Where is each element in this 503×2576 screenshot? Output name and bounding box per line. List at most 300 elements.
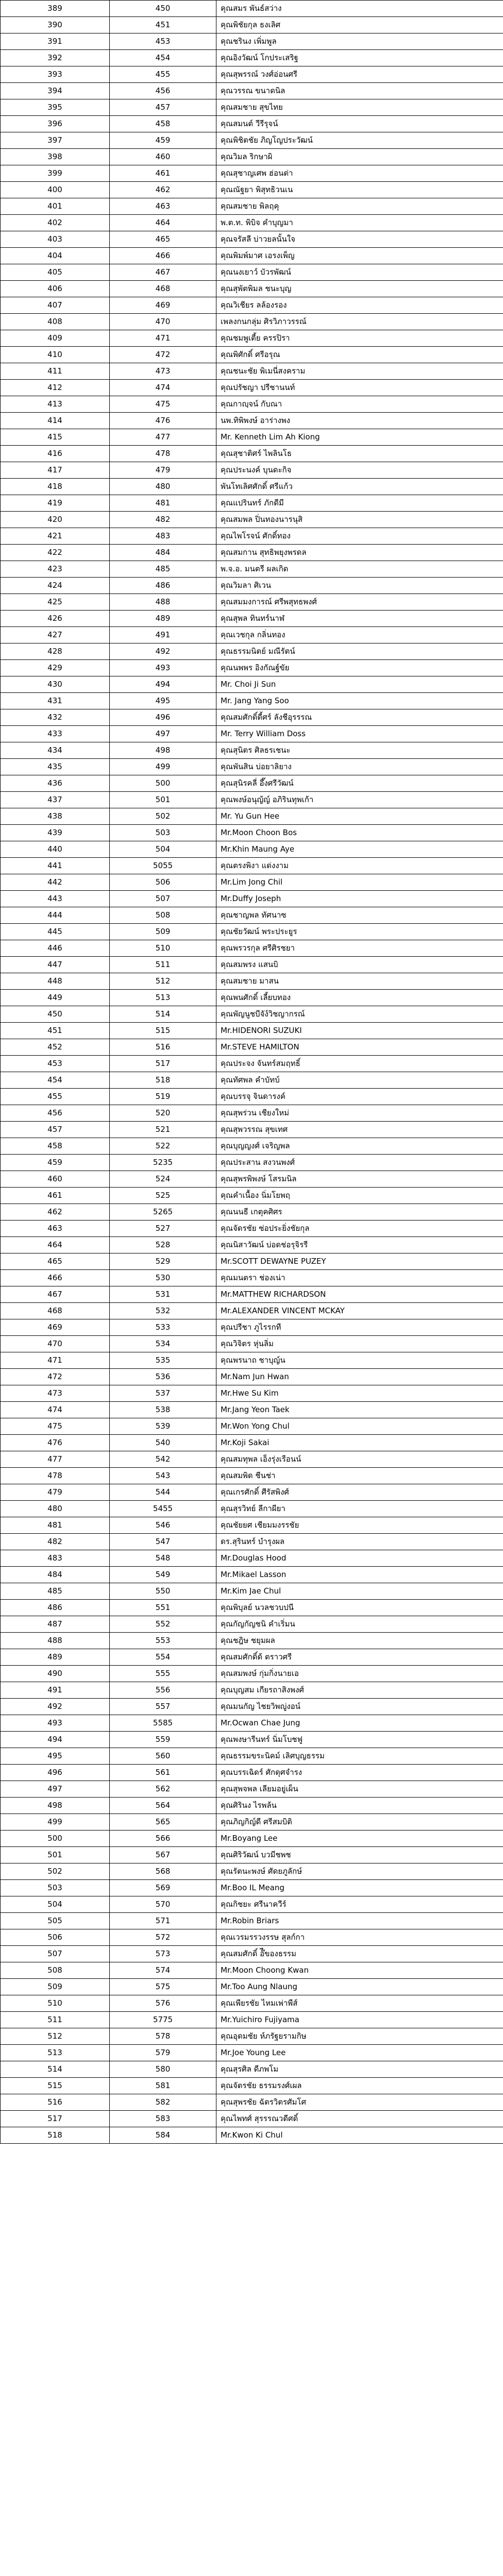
member-code-cell: 488 (110, 594, 216, 611)
row-sequence-cell: 499 (1, 1814, 110, 1831)
row-sequence-cell: 432 (1, 709, 110, 726)
table-row (1, 1929, 503, 1946)
member-code-cell: 519 (110, 1089, 216, 1105)
table-row (1, 1962, 503, 1979)
member-name-cell: คุณมนตรา ช่องเน่า (216, 1270, 503, 1286)
member-name-cell: คุณศิริวัฒน์ บวมีชพช (216, 1847, 503, 1863)
member-name-cell: คุณจัดรชัย ซ่อประยิ่งชัยกุล (216, 1221, 503, 1237)
member-code-cell: 559 (110, 1732, 216, 1748)
table-row (1, 858, 503, 874)
table-row (1, 808, 503, 825)
table-row (1, 1649, 503, 1666)
member-name-cell: คุณทัศพล คำบัทบ์ (216, 1072, 503, 1089)
row-sequence-cell: 474 (1, 1402, 110, 1418)
member-name-cell: Mr.Too Aung Nlaung (216, 1979, 503, 1995)
row-sequence-cell: 390 (1, 17, 110, 33)
row-sequence-cell: 492 (1, 1699, 110, 1715)
member-code-cell: 574 (110, 1962, 216, 1979)
row-sequence-cell: 433 (1, 726, 110, 742)
member-name-cell: คุณตรงพิงา แด่งงาม (216, 858, 503, 874)
table-row (1, 1732, 503, 1748)
member-code-cell: 554 (110, 1649, 216, 1666)
member-name-cell: Mr.Koji Sakai (216, 1435, 503, 1451)
member-code-cell: 451 (110, 17, 216, 33)
member-name-cell: คุณสมชาย สุขไทย (216, 99, 503, 116)
table-row (1, 1995, 503, 2012)
member-name-cell: Mr. Terry William Doss (216, 726, 503, 742)
member-code-cell: 477 (110, 429, 216, 446)
member-code-cell: 466 (110, 248, 216, 264)
member-name-cell: Mr.Moon Choong Kwan (216, 1962, 503, 1979)
table-row (1, 2078, 503, 2094)
table-row (1, 1171, 503, 1188)
member-name-cell: คุณสมพล ปิ่นทองนารนุสิ (216, 512, 503, 528)
row-sequence-cell: 434 (1, 742, 110, 759)
member-code-cell: 513 (110, 990, 216, 1006)
member-name-cell: คุณวิเชียร ลล้องรอง (216, 297, 503, 314)
table-row (1, 792, 503, 808)
row-sequence-cell: 467 (1, 1286, 110, 1303)
member-name-cell: คุณธรรมขระนิคม์ เลิศบุญธรรม (216, 1748, 503, 1765)
member-code-cell: 499 (110, 759, 216, 775)
member-code-cell: 568 (110, 1863, 216, 1880)
member-code-cell: 571 (110, 1913, 216, 1929)
table-row (1, 347, 503, 363)
row-sequence-cell: 461 (1, 1188, 110, 1204)
table-row (1, 2127, 503, 2144)
table-row (1, 1781, 503, 1798)
member-name-cell: คุณสุพวรรณ สุขเทศ (216, 1122, 503, 1138)
table-row (1, 1748, 503, 1765)
member-code-cell: 473 (110, 363, 216, 380)
member-code-cell: 543 (110, 1468, 216, 1484)
table-row (1, 1715, 503, 1732)
member-code-cell: 570 (110, 1896, 216, 1913)
row-sequence-cell: 490 (1, 1666, 110, 1682)
table-row (1, 709, 503, 726)
table-row (1, 1633, 503, 1649)
member-code-cell: 5455 (110, 1501, 216, 1517)
row-sequence-cell: 500 (1, 1831, 110, 1847)
row-sequence-cell: 511 (1, 2012, 110, 2028)
member-name-cell: คุณพิชัยกุล ธงเลิศ (216, 17, 503, 33)
member-name-cell: คุณสุพรพิพงษ์ โสรมนิล (216, 1171, 503, 1188)
member-code-cell: 476 (110, 413, 216, 429)
member-code-cell: 474 (110, 380, 216, 396)
member-code-cell: 491 (110, 627, 216, 643)
member-code-cell: 507 (110, 891, 216, 907)
table-row (1, 1105, 503, 1122)
table-row (1, 1798, 503, 1814)
member-code-cell: 551 (110, 1600, 216, 1616)
table-row (1, 314, 503, 330)
table-row (1, 957, 503, 973)
member-code-cell: 546 (110, 1517, 216, 1534)
row-sequence-cell: 473 (1, 1385, 110, 1402)
table-row (1, 1699, 503, 1715)
table-row (1, 742, 503, 759)
member-code-cell: 524 (110, 1171, 216, 1188)
row-sequence-cell: 504 (1, 1896, 110, 1913)
row-sequence-cell: 393 (1, 66, 110, 83)
member-code-cell: 456 (110, 83, 216, 99)
member-code-cell: 504 (110, 841, 216, 858)
member-code-cell: 500 (110, 775, 216, 792)
row-sequence-cell: 514 (1, 2061, 110, 2078)
member-code-cell: 472 (110, 347, 216, 363)
table-row (1, 627, 503, 643)
member-code-cell: 498 (110, 742, 216, 759)
member-name-cell: Mr.Robin Briars (216, 1913, 503, 1929)
member-name-cell: คุณสมนต์ วีรีรุจน์ (216, 116, 503, 132)
row-sequence-cell: 412 (1, 380, 110, 396)
member-name-cell: คุณประสาน สงวนพงศ์ (216, 1155, 503, 1171)
table-row (1, 1, 503, 17)
table-row (1, 1435, 503, 1451)
row-sequence-cell: 394 (1, 83, 110, 99)
row-sequence-cell: 417 (1, 462, 110, 479)
member-name-cell: คุณศิรินง ไรพล้น (216, 1798, 503, 1814)
member-code-cell: 560 (110, 1748, 216, 1765)
member-code-cell: 531 (110, 1286, 216, 1303)
member-code-cell: 479 (110, 462, 216, 479)
table-row (1, 1155, 503, 1171)
row-sequence-cell: 494 (1, 1732, 110, 1748)
member-code-cell: 584 (110, 2127, 216, 2144)
table-row (1, 643, 503, 660)
table-row (1, 429, 503, 446)
member-name-cell: พันโทเลิศศักดิ์ ศรีแก้ว (216, 479, 503, 495)
member-code-cell: 514 (110, 1006, 216, 1023)
member-name-cell: Mr.Hwe Su Kim (216, 1385, 503, 1402)
table-row (1, 1880, 503, 1896)
member-code-cell: 567 (110, 1847, 216, 1863)
row-sequence-cell: 415 (1, 429, 110, 446)
table-row (1, 363, 503, 380)
table-row (1, 83, 503, 99)
member-code-cell: 482 (110, 512, 216, 528)
member-code-cell: 496 (110, 709, 216, 726)
table-row (1, 660, 503, 676)
member-name-cell: คุณสุพัตพิมล ชนะบุญ (216, 281, 503, 297)
table-row (1, 990, 503, 1006)
member-name-cell: คุณสมศักดิ์ อ๊ีของธรรม (216, 1946, 503, 1962)
row-sequence-cell: 447 (1, 957, 110, 973)
row-sequence-cell: 503 (1, 1880, 110, 1896)
table-row (1, 676, 503, 693)
table-row (1, 1352, 503, 1369)
row-sequence-cell: 421 (1, 528, 110, 545)
row-sequence-cell: 442 (1, 874, 110, 891)
member-code-cell: 511 (110, 957, 216, 973)
member-code-cell: 578 (110, 2028, 216, 2045)
table-row (1, 1270, 503, 1286)
member-name-cell: นพ.ทิพิพงษ์ อาร่างพง (216, 413, 503, 429)
member-code-cell: 575 (110, 1979, 216, 1995)
row-sequence-cell: 478 (1, 1468, 110, 1484)
table-row (1, 1253, 503, 1270)
member-code-cell: 481 (110, 495, 216, 512)
row-sequence-cell: 389 (1, 1, 110, 17)
member-name-cell: คุณสมศักดิ์ด้ ตราวศรี (216, 1649, 503, 1666)
member-name-cell: คุณสมพิด ชีนช่า (216, 1468, 503, 1484)
table-row (1, 528, 503, 545)
member-name-cell: Mr.Lim Jong Chil (216, 874, 503, 891)
member-code-cell: 533 (110, 1319, 216, 1336)
member-name-cell: คุณนนธี เกตุคศิศร (216, 1204, 503, 1221)
row-sequence-cell: 483 (1, 1550, 110, 1567)
row-sequence-cell: 407 (1, 297, 110, 314)
table-row (1, 1402, 503, 1418)
member-code-cell: 550 (110, 1583, 216, 1600)
member-code-cell: 469 (110, 297, 216, 314)
row-sequence-cell: 444 (1, 907, 110, 924)
row-sequence-cell: 419 (1, 495, 110, 512)
member-code-cell: 573 (110, 1946, 216, 1962)
member-code-cell: 486 (110, 578, 216, 594)
member-name-cell: คุณปรีชา ภูไรรกที (216, 1319, 503, 1336)
member-code-cell: 458 (110, 116, 216, 132)
row-sequence-cell: 402 (1, 215, 110, 231)
member-name-cell: คุณไพโรจน์ ศักดิ์ทอง (216, 528, 503, 545)
member-code-cell: 464 (110, 215, 216, 231)
table-row (1, 1089, 503, 1105)
member-name-cell: Mr.Won Yong Chul (216, 1418, 503, 1435)
table-row (1, 1979, 503, 1995)
row-sequence-cell: 440 (1, 841, 110, 858)
row-sequence-cell: 410 (1, 347, 110, 363)
table-row (1, 874, 503, 891)
table-row (1, 1616, 503, 1633)
member-code-cell: 536 (110, 1369, 216, 1385)
member-name-cell: คุณสมกาน สุทธิพยุงพรดล (216, 545, 503, 561)
member-name-cell: Mr.Duffy Joseph (216, 891, 503, 907)
row-sequence-cell: 482 (1, 1534, 110, 1550)
member-name-cell: คุณพัญนูชบีจัง์วิชญากรณ์ (216, 1006, 503, 1023)
table-row (1, 973, 503, 990)
member-name-cell: คุณนิสาวัฒน์ บ่อดช่อรุจิรรี (216, 1237, 503, 1253)
member-name-cell: คุณชรินง เพิ่มพูล (216, 33, 503, 50)
member-name-cell: คุณชนะชัย พิเมนี่สงคราม (216, 363, 503, 380)
member-code-cell: 478 (110, 446, 216, 462)
table-row (1, 462, 503, 479)
table-row (1, 891, 503, 907)
member-code-cell: 515 (110, 1023, 216, 1039)
member-code-cell: 529 (110, 1253, 216, 1270)
table-row (1, 165, 503, 182)
member-code-cell: 528 (110, 1237, 216, 1253)
member-code-cell: 468 (110, 281, 216, 297)
member-name-cell: คุณคำเนื้อง นิ่มโยพฤ (216, 1188, 503, 1204)
member-name-cell: คุณสมมงการณ์ ศรีพสุทธพงศ์ (216, 594, 503, 611)
member-name-cell: พ.จ.อ. มนตรี ผลเกิด (216, 561, 503, 578)
member-name-cell: คุณชฎิษ ชยุมผล (216, 1633, 503, 1649)
row-sequence-cell: 395 (1, 99, 110, 116)
table-row (1, 1847, 503, 1863)
table-row (1, 1666, 503, 1682)
member-name-cell: Mr.Yuichiro Fujiyama (216, 2012, 503, 2028)
member-code-cell: 467 (110, 264, 216, 281)
member-name-cell: Mr.Jang Yeon Taek (216, 1402, 503, 1418)
member-name-cell: เพลงกนกลุ่ม ศิรวิภาวรรณ์ (216, 314, 503, 330)
table-row (1, 1369, 503, 1385)
row-sequence-cell: 425 (1, 594, 110, 611)
member-name-cell: Mr.Joe Young Lee (216, 2045, 503, 2061)
row-sequence-cell: 481 (1, 1517, 110, 1534)
member-name-cell: คุณณัฐยา พิสุทธิวนเน (216, 182, 503, 198)
member-name-cell: คุณวิมล ริกษาผิ (216, 149, 503, 165)
member-name-cell: คุณพรนาถ ชาบุญ์น (216, 1352, 503, 1369)
member-code-cell: 527 (110, 1221, 216, 1237)
table-row (1, 479, 503, 495)
member-name-cell: คุณสุพรชัย ฉัตรวิตรศัมโศ (216, 2094, 503, 2111)
member-name-cell: Mr.HIDENORI SUZUKI (216, 1023, 503, 1039)
member-code-cell: 493 (110, 660, 216, 676)
table-row (1, 1484, 503, 1501)
member-code-cell: 453 (110, 33, 216, 50)
member-code-cell: 566 (110, 1831, 216, 1847)
member-name-cell: Mr.MATTHEW RICHARDSON (216, 1286, 503, 1303)
row-sequence-cell: 506 (1, 1929, 110, 1946)
member-name-cell: คุณอุดมชัย ห์ภรัฐยรามกิษ (216, 2028, 503, 2045)
member-name-cell: คุณสุรศิล ดีภพโม (216, 2061, 503, 2078)
table-row (1, 940, 503, 957)
table-row (1, 99, 503, 116)
row-sequence-cell: 480 (1, 1501, 110, 1517)
table-row (1, 33, 503, 50)
table-row (1, 1072, 503, 1089)
row-sequence-cell: 416 (1, 446, 110, 462)
row-sequence-cell: 408 (1, 314, 110, 330)
row-sequence-cell: 491 (1, 1682, 110, 1699)
table-row (1, 2111, 503, 2127)
row-sequence-cell: 516 (1, 2094, 110, 2111)
table-row (1, 17, 503, 33)
row-sequence-cell: 391 (1, 33, 110, 50)
table-row (1, 1831, 503, 1847)
member-name-cell: คุณวรรณ ขนาดนิล (216, 83, 503, 99)
table-row (1, 1550, 503, 1567)
member-name-cell: Mr.Nam Jun Hwan (216, 1369, 503, 1385)
member-name-cell: Mr. Kenneth Lim Ah Kiong (216, 429, 503, 446)
table-row (1, 495, 503, 512)
member-name-cell: Mr.Boo IL Meang (216, 1880, 503, 1896)
row-sequence-cell: 512 (1, 2028, 110, 2045)
table-row (1, 1567, 503, 1583)
member-code-cell: 579 (110, 2045, 216, 2061)
member-name-cell: คุณมนกัญ ไชยวิพญู่งอน์ (216, 1699, 503, 1715)
table-row (1, 149, 503, 165)
member-name-cell: คุณสุชาญเศพ ฮ่อนต่า (216, 165, 503, 182)
table-row (1, 1056, 503, 1072)
table-row (1, 1682, 503, 1699)
member-code-cell: 484 (110, 545, 216, 561)
row-sequence-cell: 515 (1, 2078, 110, 2094)
row-sequence-cell: 453 (1, 1056, 110, 1072)
table-row (1, 825, 503, 841)
table-row (1, 281, 503, 297)
member-name-cell: ดร.สุรินทร์ บำรุงผล (216, 1534, 503, 1550)
member-code-cell: 463 (110, 198, 216, 215)
table-row (1, 1237, 503, 1253)
table-row (1, 297, 503, 314)
row-sequence-cell: 443 (1, 891, 110, 907)
member-name-cell: คุณพิมพ์มาศ เอรงเพ็ญ (216, 248, 503, 264)
member-name-cell: คุณสุพร่วน เชียงใหม่ (216, 1105, 503, 1122)
member-name-cell: คุณบุญสม เกียรถาสิงพงศ์ (216, 1682, 503, 1699)
row-sequence-cell: 438 (1, 808, 110, 825)
row-sequence-cell: 441 (1, 858, 110, 874)
table-row (1, 66, 503, 83)
member-name-cell: คุณพนศักดิ์ เลี้ยบทอง (216, 990, 503, 1006)
table-row (1, 726, 503, 742)
member-name-cell: คุณสมพงษ์ กุ่มกิ่งนายเอ (216, 1666, 503, 1682)
row-sequence-cell: 495 (1, 1748, 110, 1765)
member-name-cell: คุณสมชาย มาสน (216, 973, 503, 990)
row-sequence-cell: 470 (1, 1336, 110, 1352)
table-row (1, 380, 503, 396)
row-sequence-cell: 464 (1, 1237, 110, 1253)
member-name-cell: คุณจัตรชัย ธรรมรงศ์เผล (216, 2078, 503, 2094)
member-code-cell: 552 (110, 1616, 216, 1633)
member-code-cell: 557 (110, 1699, 216, 1715)
member-name-cell: คุณเวรมรรวงรรษ สุลก์กา (216, 1929, 503, 1946)
row-sequence-cell: 427 (1, 627, 110, 643)
table-row (1, 1896, 503, 1913)
member-code-cell: 549 (110, 1567, 216, 1583)
member-code-cell: 540 (110, 1435, 216, 1451)
table-row (1, 396, 503, 413)
row-sequence-cell: 418 (1, 479, 110, 495)
table-row (1, 1468, 503, 1484)
row-sequence-cell: 458 (1, 1138, 110, 1155)
row-sequence-cell: 517 (1, 2111, 110, 2127)
member-name-cell: คุณเกรศักดิ์ ศีรัสพิงศ์ (216, 1484, 503, 1501)
row-sequence-cell: 409 (1, 330, 110, 347)
member-code-cell: 548 (110, 1550, 216, 1567)
member-name-cell: คุณบรรจุ จินดารงค์ (216, 1089, 503, 1105)
row-sequence-cell: 465 (1, 1253, 110, 1270)
row-sequence-cell: 396 (1, 116, 110, 132)
row-sequence-cell: 475 (1, 1418, 110, 1435)
table-row (1, 907, 503, 924)
member-code-cell: 580 (110, 2061, 216, 2078)
table-row (1, 1946, 503, 1962)
member-code-cell: 492 (110, 643, 216, 660)
row-sequence-cell: 496 (1, 1765, 110, 1781)
row-sequence-cell: 472 (1, 1369, 110, 1385)
member-name-cell: คุณชาญพล ทัศนาซ (216, 907, 503, 924)
member-name-cell: คุณนพพร อิงกัณฐ์ขัย (216, 660, 503, 676)
member-code-cell: 530 (110, 1270, 216, 1286)
row-sequence-cell: 463 (1, 1221, 110, 1237)
table-row (1, 2094, 503, 2111)
member-name-cell: Mr.ALEXANDER VINCENT MCKAY (216, 1303, 503, 1319)
row-sequence-cell: 502 (1, 1863, 110, 1880)
member-name-cell: Mr.Khin Maung Aye (216, 841, 503, 858)
member-code-cell: 5775 (110, 2012, 216, 2028)
member-name-cell: คุณพันสิน บ่อยาลิยาง (216, 759, 503, 775)
member-name-cell: คุณประจง จันทร์สมฤทธิ์ (216, 1056, 503, 1072)
row-sequence-cell: 451 (1, 1023, 110, 1039)
member-code-cell: 582 (110, 2094, 216, 2111)
member-name-cell: พ.ต.ท. พิบิจ คำบุญมา (216, 215, 503, 231)
table-row (1, 545, 503, 561)
member-name-cell: คุณแปรินทร์ ภักดีมี (216, 495, 503, 512)
table-row (1, 512, 503, 528)
member-name-cell: คุณธรรมนิตย์ มณีรัตน์ (216, 643, 503, 660)
row-sequence-cell: 448 (1, 973, 110, 990)
